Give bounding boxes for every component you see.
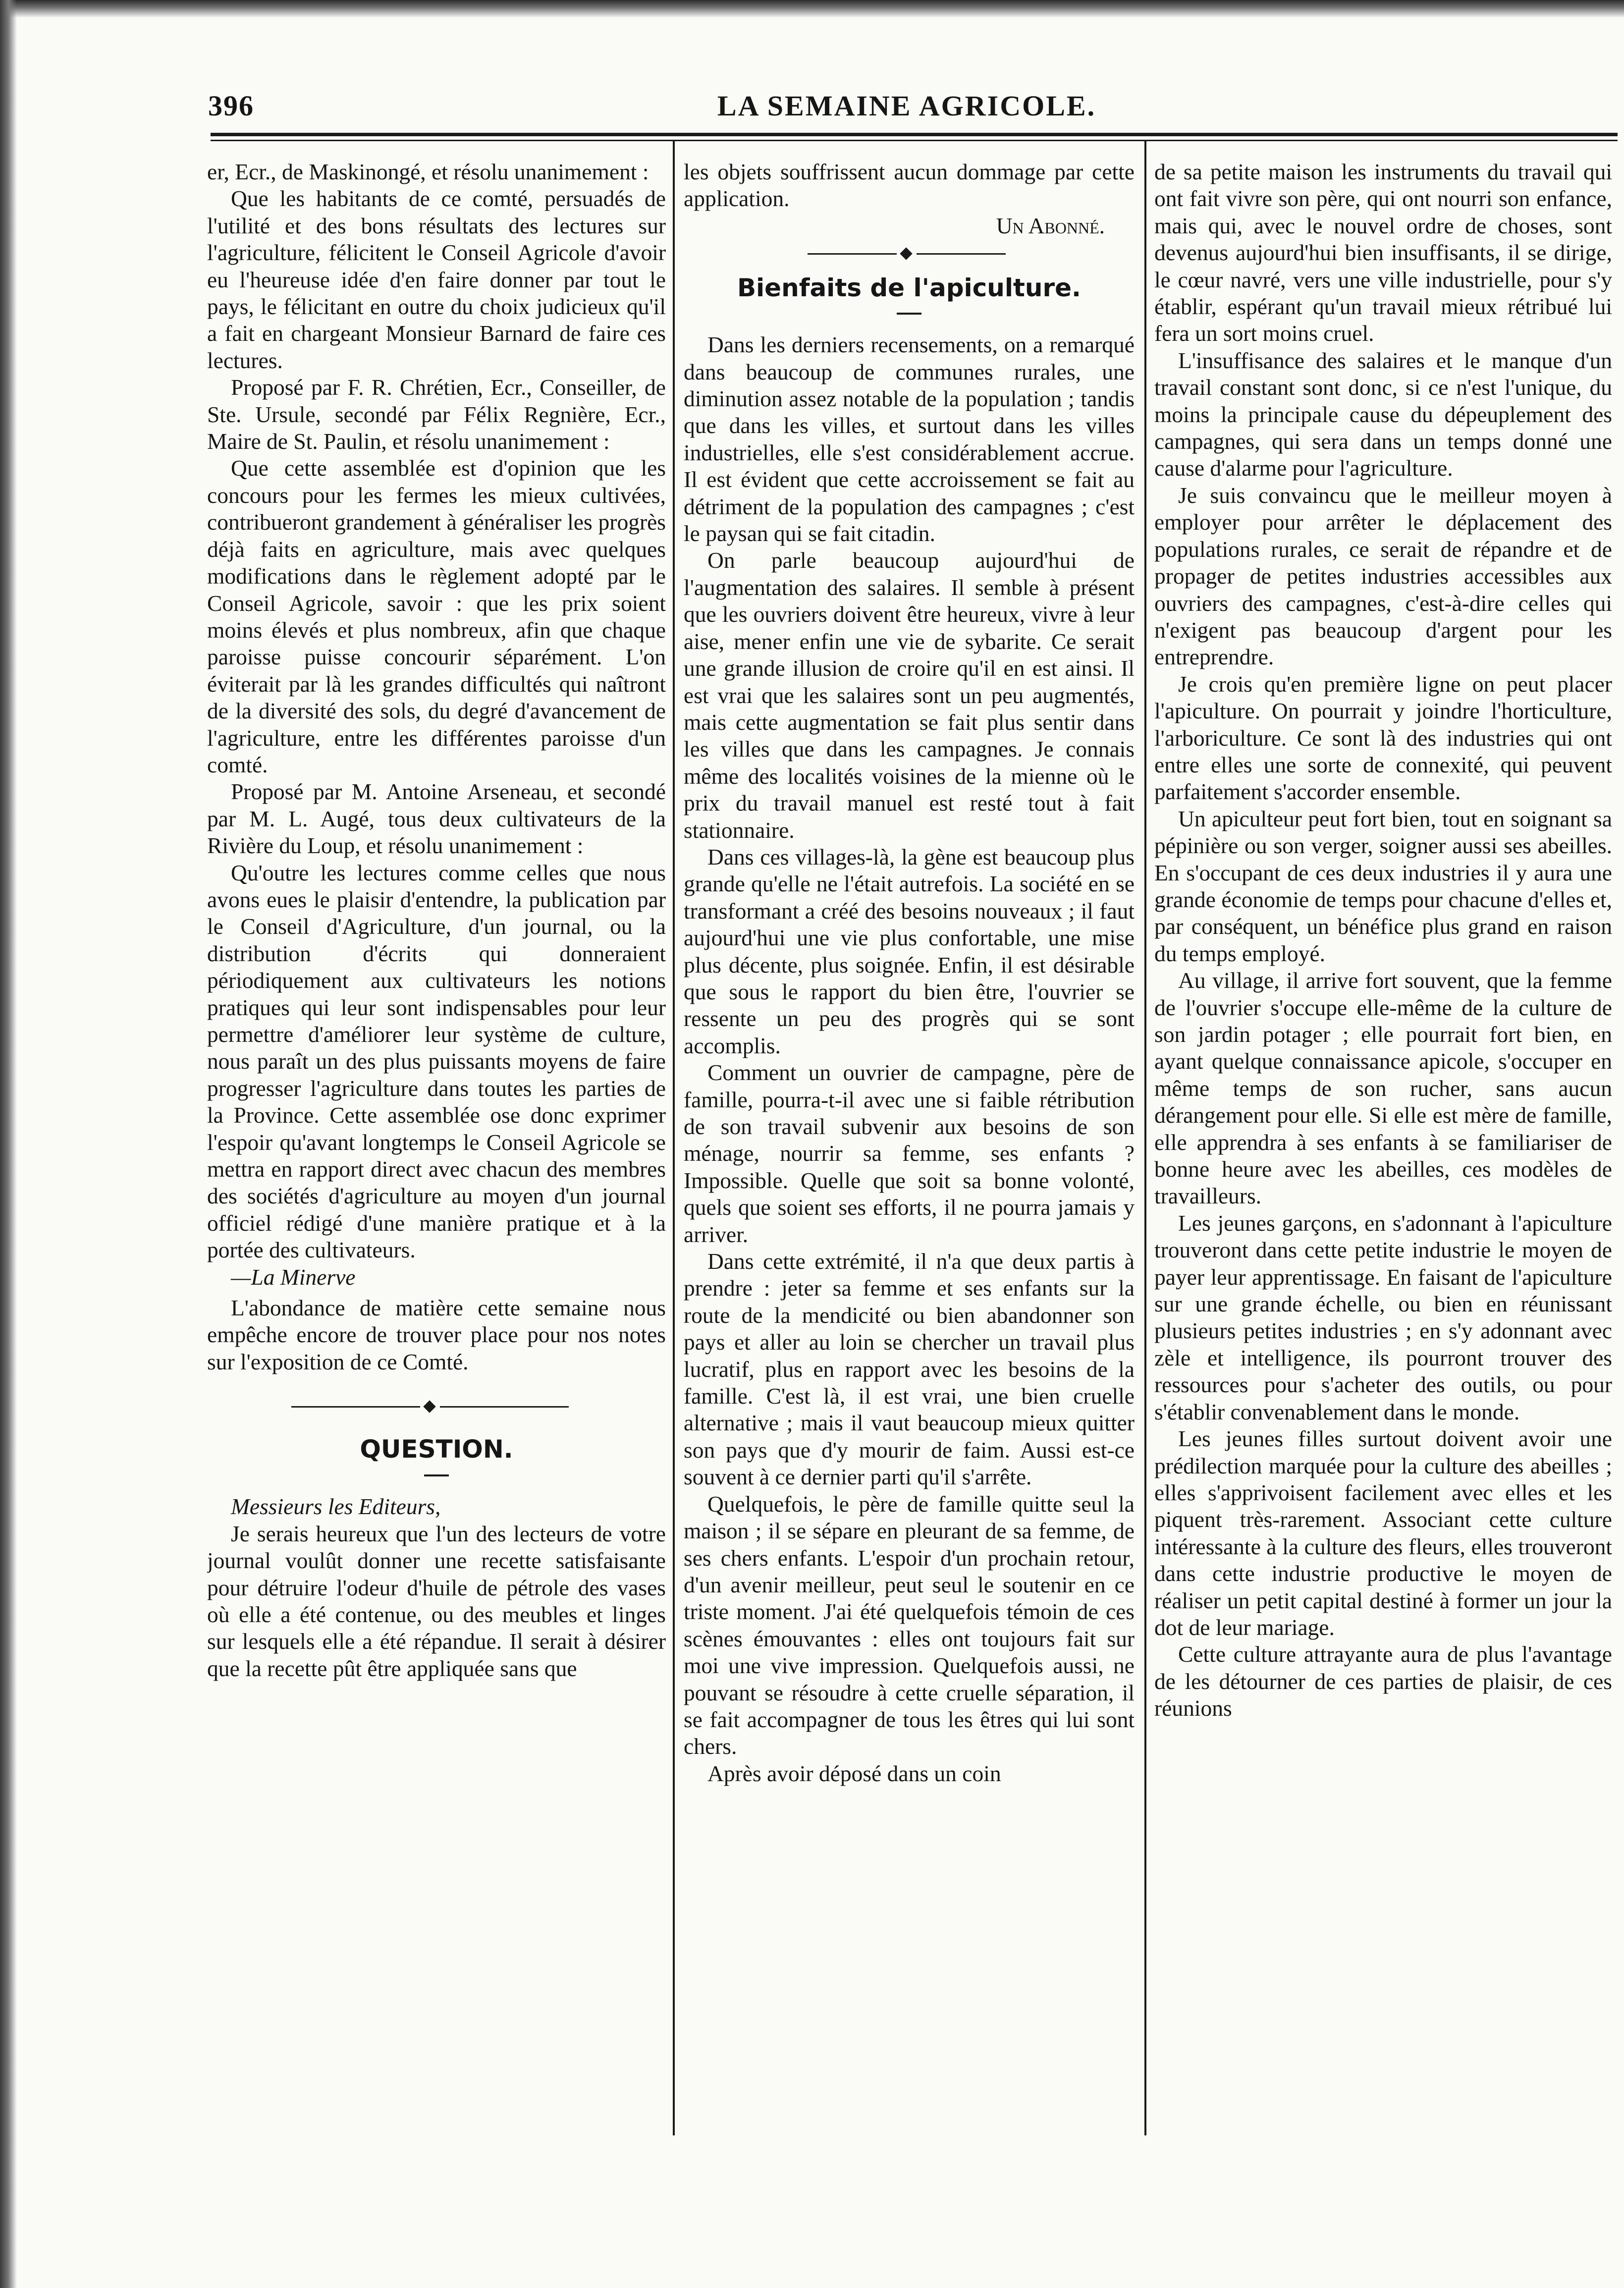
running-title: LA SEMAINE AGRICOLE. bbox=[717, 90, 1096, 122]
paragraph: Au village, il arrive fort souvent, que la femme de l'ouvrier s'occupe elle-même de la culture de son jardin potager ; elle pourrait fort bien, en ayant quelque connaissance apicole, s'occuper en même temps de son rucher, sans aucun dérangement pour elle. Si elle est mère de famille, elle apprendra à ses enfants à se familiariser de bonne heure avec les abeilles, ces modèles de travailleurs. bbox=[1154, 968, 1612, 1209]
header-rule-thin bbox=[211, 140, 1618, 141]
paragraph: Je crois qu'en première ligne on peut placer l'apiculture. On pourrait y joindre l'horticulture, l'arboriculture. Ce sont là des industries qui ont entre elles une sorte de connexité, qui peuvent parfaitement s'accorder ensemble. bbox=[1154, 671, 1612, 805]
paragraph: Quelquefois, le père de famille quitte seul la maison ; il se sépare en pleurant de sa femme, de ses chers enfants. L'espoir d'un prochain retour, d'un avenir meilleur, peut seul le soutenir en ce triste moment. J'ai été quelquefois témoin de ces scènes émouvantes : elles ont toujours fait sur moi une vive impression. Quelquefois aussi, ne pouvant se résoudre à cette cruelle séparation, il se fait accompagner de tous les êtres qui lui sont chers. bbox=[684, 1491, 1135, 1759]
section-ornament bbox=[684, 244, 1135, 264]
scan-left-edge bbox=[0, 0, 17, 2288]
page-number: 396 bbox=[208, 90, 254, 122]
page-header bbox=[203, 89, 1610, 129]
paragraph: Qu'outre les lectures comme celles que nous avons eues le plaisir d'entendre, la publication par le Conseil d'Agriculture, d'un journal, ou la distribution d'écrits qui donneraient périodiquement aux cultivateurs les notions pratiques qui leur sont indispensables pour leur permettre d'améliorer leur système de culture, nous paraît un des plus puissants moyens de faire progresser l'agriculture dans toutes les parties de la Province. Cette assemblée ose donc exprimer l'espoir qu'avant longtemps le Conseil Agricole se mettra en rapport direct avec chacun des membres des sociétés d'agriculture au moyen d'un journal officiel rédigé d'une manière pratique et à la portée des cultivateurs. bbox=[207, 860, 666, 1263]
paragraph: Les jeunes garçons, en s'adonnant à l'apiculture trouveront dans cette petite industrie le moyen de payer leur apprentissage. En faisant de l'apiculture sur une grande échelle, ou bien en réunissant plusieurs petites industries ; en s'y adonnant avec zèle et intelligence, ils pourront trouver des ressources pour s'acheter des outils, ou pour s'établir convenablement dans le monde. bbox=[1154, 1210, 1612, 1424]
column-divider bbox=[673, 141, 675, 2135]
paragraph: Proposé par F. R. Chrétien, Ecr., Conseiller, de Ste. Ursule, secondé par Félix Regnière, Ecr., Maire de St. Paulin, et résolu unanimement : bbox=[207, 375, 666, 454]
column-1 bbox=[207, 159, 666, 2264]
question-heading: QUESTION. bbox=[360, 1435, 513, 1464]
scan-top-edge bbox=[0, 0, 1624, 18]
column-2 bbox=[684, 159, 1135, 2264]
closing-note: L'abondance de matière cette semaine nous empêche encore de trouver place pour nos notes sur l'exposition de ce Comté. bbox=[207, 1295, 666, 1374]
paragraph: L'insuffisance des salaires et le manque d'un travail constant sont donc, si ce n'est l'unique, du moins la principale cause du dépeuplement des campagnes, qui sera dans un temps donné une cause d'alarme pour l'agriculture. bbox=[1154, 347, 1612, 481]
paragraph: Dans cette extrémité, il n'a que deux partis à prendre : jeter sa femme et ses enfants sur la route de la mendicité ou bien abandonner son pays et aller au loin se chercher un travail plus lucratif, plus en rapport avec les besoins de la famille. C'est là, il est vrai, une bien cruelle alternative ; mais il vaut beaucoup mieux quitter son pays que d'y mourir de faim. Aussi est-ce souvent à ce dernier parti qu'il s'arrête. bbox=[684, 1249, 1135, 1490]
paragraph: Proposé par M. Antoine Arseneau, et secondé par M. L. Augé, tous deux cultivateurs de la Rivière du Loup, et résolu unanimement : bbox=[207, 779, 666, 859]
paragraph: Que les habitants de ce comté, persuadés de l'utilité et des bons résultats des lectures sur l'agriculture, félicitent le Conseil Agricole d'avoir eu l'heureuse idée d'en faire donner par tout le pays, le félicitant en outre du choix judicieux qu'il a fait en chargeant Monsieur Barnard de faire ces lectures. bbox=[207, 186, 666, 373]
salutation: Messieurs les Editeurs, bbox=[231, 1494, 441, 1520]
paragraph: Après avoir déposé dans un coin bbox=[707, 1760, 1001, 1786]
paragraph: Les jeunes filles surtout doivent avoir une prédilection marquée pour la culture des abeilles ; elles s'apprivoisent facilement avec elles et les piquent très-rarement. Associant cette culture intéressante à la culture des fleurs, elles trouveront dans cette industrie productive le moyen de réaliser un petit capital destiné à former un jour la dot de leur mariage. bbox=[1154, 1426, 1612, 1640]
column-divider bbox=[1144, 141, 1146, 2135]
header-rule bbox=[211, 133, 1618, 136]
paragraph: Dans ces villages-là, la gène est beaucoup plus grande qu'elle ne l'était autrefois. La société en se transformant a créé des besoins nouveaux ; il faut aujourd'hui une vie plus confortable, une mise plus décente, plus soignée. Enfin, il est désirable que sous le rapport du bien être, l'ouvrier se ressente un peu des progrès qui se sont accomplis. bbox=[684, 844, 1135, 1058]
article-heading: Bienfaits de l'apiculture. bbox=[737, 273, 1082, 303]
heading-dash bbox=[897, 313, 921, 315]
question-text: Je serais heureux que l'un des lecteurs de votre journal voulût donner une recette satisfaisante pour détruire l'odeur d'huile de pétrole des vases où elle a été contenue, ou des meubles et linges sur lesquels elle a été répandue. Il serait à désirer que la recette pût être appliquée sans que bbox=[207, 1521, 666, 1681]
article-source: —La Minerve bbox=[231, 1264, 356, 1290]
section-ornament bbox=[207, 1397, 666, 1417]
paragraph: de sa petite maison les instruments du travail qui ont fait vivre son père, qui ont nourri son enfance, mais qui, avec le nouvel ordre de choses, sont devenus aujourd'hui bien insuffisants, il se dirige, le cœur navré, vers une ville industrielle, pour s'y établir, espérant qu'un travail mieux rétribué lui fera un sort moins cruel. bbox=[1154, 159, 1612, 346]
paragraph: Dans les derniers recensements, on a remarqué dans beaucoup de communes rurales, une diminution assez notable de la population ; tandis que dans les villes, et surtout dans les villes industrielles, elle s'est considérablement accrue. Il est évident que cette accroissement se fait au détriment de la population des campagnes ; c'est le paysan qui se fait citadin. bbox=[684, 332, 1135, 546]
signature: Un Abonné. bbox=[996, 213, 1105, 238]
paragraph: Que cette assemblée est d'opinion que les concours pour les fermes les mieux cultivées, contribueront grandement à généraliser les progrès déjà faits en agriculture, mais avec quelques modifications dans le règlement adopté par le Conseil Agricole, savoir : que les prix soient moins élevés et plus nombreux, afin que chaque paroisse puisse concourir séparément. L'on éviterait par là les grandes difficultés qui naîtront de la diversité des sols, du degré d'avancement de l'agriculture, entre les différentes paroisse d'un comté. bbox=[207, 455, 666, 777]
paragraph: On parle beaucoup aujourd'hui de l'augmentation des salaires. Il semble à présent que les ouvriers doivent être heureux, vivre à leur aise, mener enfin une vie de sybarite. Ce serait une grande illusion de croire qu'il en est ainsi. Il est vrai que les salaires sont un peu augmentés, mais cette augmentation se fait plus sentir dans les villes que dans les campagnes. Je connais même des localités voisines de la mienne où le prix du travail manuel est resté tout à fait stationnaire. bbox=[684, 547, 1135, 843]
heading-dash bbox=[424, 1474, 449, 1476]
paragraph: er, Ecr., de Maskinongé, et résolu unanimement : bbox=[207, 159, 649, 184]
paragraph: Un apiculteur peut fort bien, tout en soignant sa pépinière ou son verger, soigner aussi ses abeilles. En s'occupant de ces deux industries il y aura une grande économie de temps pour chacune d'elles et, par conséquent, un bénéfice plus grand en raison du temps employé. bbox=[1154, 806, 1612, 966]
column-3 bbox=[1154, 159, 1612, 2264]
paragraph: les objets souffrissent aucun dommage par cette application. bbox=[684, 159, 1135, 212]
paragraph: Je suis convaincu que le meilleur moyen à employer pour arrêter le déplacement des populations rurales, ce serait de répandre et de propager de petites industries accessibles aux ouvriers des campagnes, c'est-à-dire celles qui n'exigent pas beaucoup d'argent pour les entreprendre. bbox=[1154, 482, 1612, 670]
paragraph: Cette culture attrayante aura de plus l'avantage de les détourner de ces parties de plaisir, de ces réunions bbox=[1154, 1641, 1612, 1721]
paragraph: Comment un ouvrier de campagne, père de famille, pourra-t-il avec une si faible rétribution de son travail subvenir aux besoins de son ménage, nourrir sa femme, ses enfants ? Impossible. Quelle que soit sa bonne volonté, quels que soient ses efforts, il ne pourra jamais y arriver. bbox=[684, 1060, 1135, 1247]
